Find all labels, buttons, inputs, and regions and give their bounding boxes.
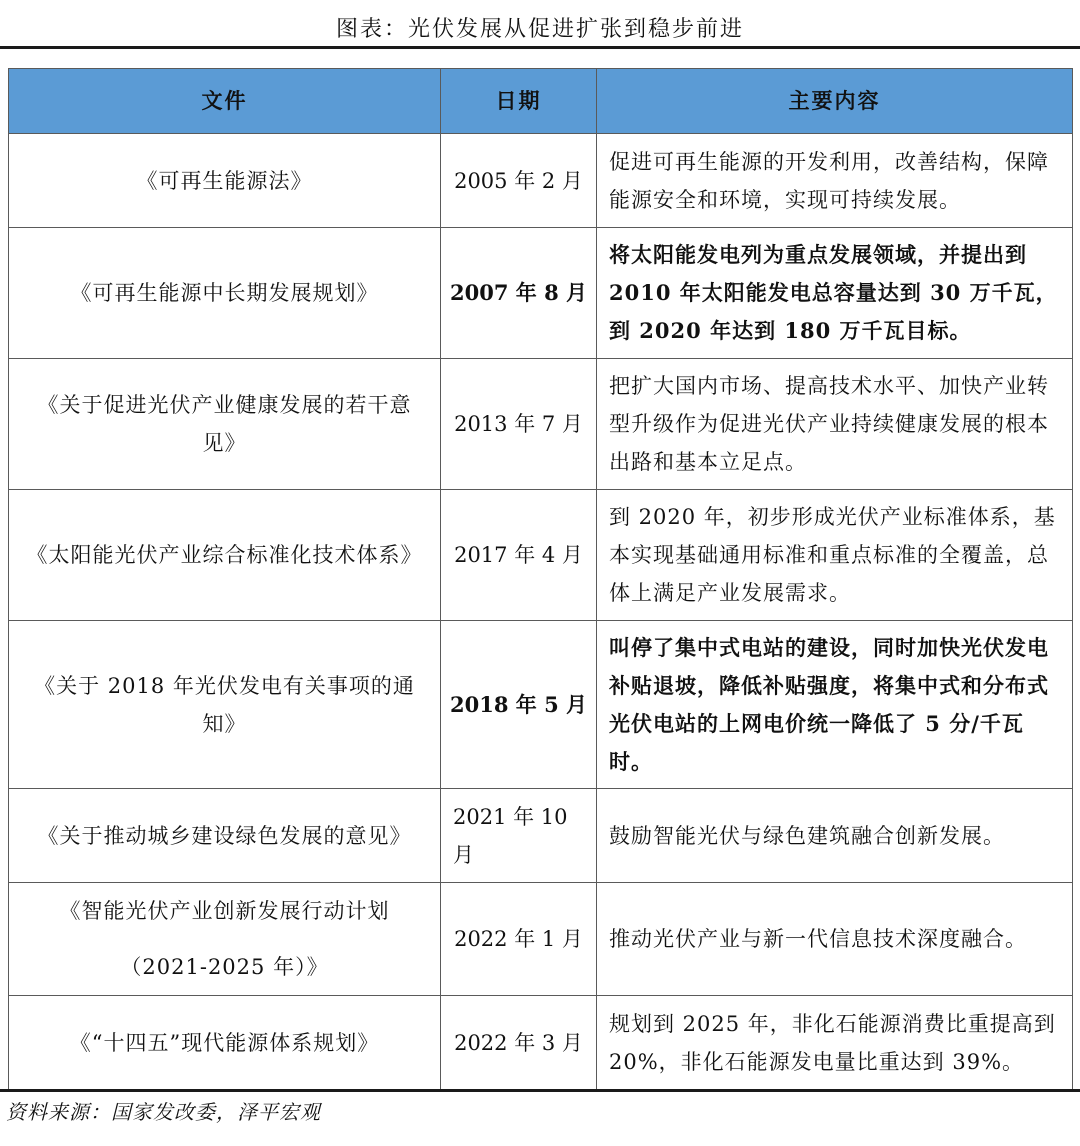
table-row	[9, 228, 1073, 359]
content-cell: 叫停了集中式电站的建设，同时加快光伏发电补贴退坡，降低补贴强度，将集中式和分布式光伏电站的上网电价统一降低了 5 分/千瓦时。	[597, 621, 1073, 789]
table-row	[9, 359, 1073, 490]
table-row	[9, 883, 1073, 996]
figure-title: 图表：光伏发展从促进扩张到稳步前进	[335, 17, 744, 42]
table-row	[9, 621, 1073, 789]
date-cell: 2017 年 4 月	[441, 490, 597, 621]
date-cell: 2005 年 2 月	[441, 134, 597, 228]
header-date: 日期	[441, 69, 597, 134]
top-rule	[0, 46, 1080, 49]
date-cell: 2021 年 10 月	[441, 789, 597, 883]
table-header-row	[9, 69, 1073, 134]
date-cell: 2022 年 1 月	[441, 883, 597, 996]
content-cell: 推动光伏产业与新一代信息技术深度融合。	[597, 883, 1073, 996]
doc-cell: 《关于 2018 年光伏发电有关事项的通知》	[9, 621, 441, 789]
content-cell: 促进可再生能源的开发利用，改善结构，保障能源安全和环境，实现可持续发展。	[597, 134, 1073, 228]
table-row	[9, 134, 1073, 228]
header-content: 主要内容	[597, 69, 1073, 134]
content-cell: 鼓励智能光伏与绿色建筑融合创新发展。	[597, 789, 1073, 883]
table-row	[9, 996, 1073, 1090]
date-cell: 2022 年 3 月	[441, 996, 597, 1090]
table-row	[9, 789, 1073, 883]
source-note: 资料来源：国家发改委，泽平宏观	[6, 1100, 321, 1124]
doc-cell: 《“十四五”现代能源体系规划》	[9, 996, 441, 1090]
doc-cell: 《可再生能源法》	[9, 134, 441, 228]
content-cell: 把扩大国内市场、提高技术水平、加快产业转型升级作为促进光伏产业持续健康发展的根本出路和基本立足点。	[597, 359, 1073, 490]
doc-cell: 《可再生能源中长期发展规划》	[9, 228, 441, 359]
content-cell: 将太阳能发电列为重点发展领域，并提出到 2010 年太阳能发电总容量达到 30 万千瓦，到 2020 年达到 180 万千瓦目标。	[597, 228, 1073, 359]
bottom-rule	[0, 1089, 1080, 1092]
doc-cell: 《太阳能光伏产业综合标准化技术体系》	[9, 490, 441, 621]
date-cell: 2013 年 7 月	[441, 359, 597, 490]
date-cell: 2018 年 5 月	[441, 621, 597, 789]
doc-cell: 《智能光伏产业创新发展行动计划（2021-2025 年）》	[9, 883, 441, 996]
date-cell: 2007 年 8 月	[441, 228, 597, 359]
table-row	[9, 490, 1073, 621]
header-doc: 文件	[9, 69, 441, 134]
doc-cell: 《关于促进光伏产业健康发展的若干意见》	[9, 359, 441, 490]
policy-table	[8, 68, 1073, 1090]
content-cell: 到 2020 年，初步形成光伏产业标准体系，基本实现基础通用标准和重点标准的全覆盖，总体上满足产业发展需求。	[597, 490, 1073, 621]
content-cell: 规划到 2025 年，非化石能源消费比重提高到 20%，非化石能源发电量比重达到 39%。	[597, 996, 1073, 1090]
doc-cell: 《关于推动城乡建设绿色发展的意见》	[9, 789, 441, 883]
